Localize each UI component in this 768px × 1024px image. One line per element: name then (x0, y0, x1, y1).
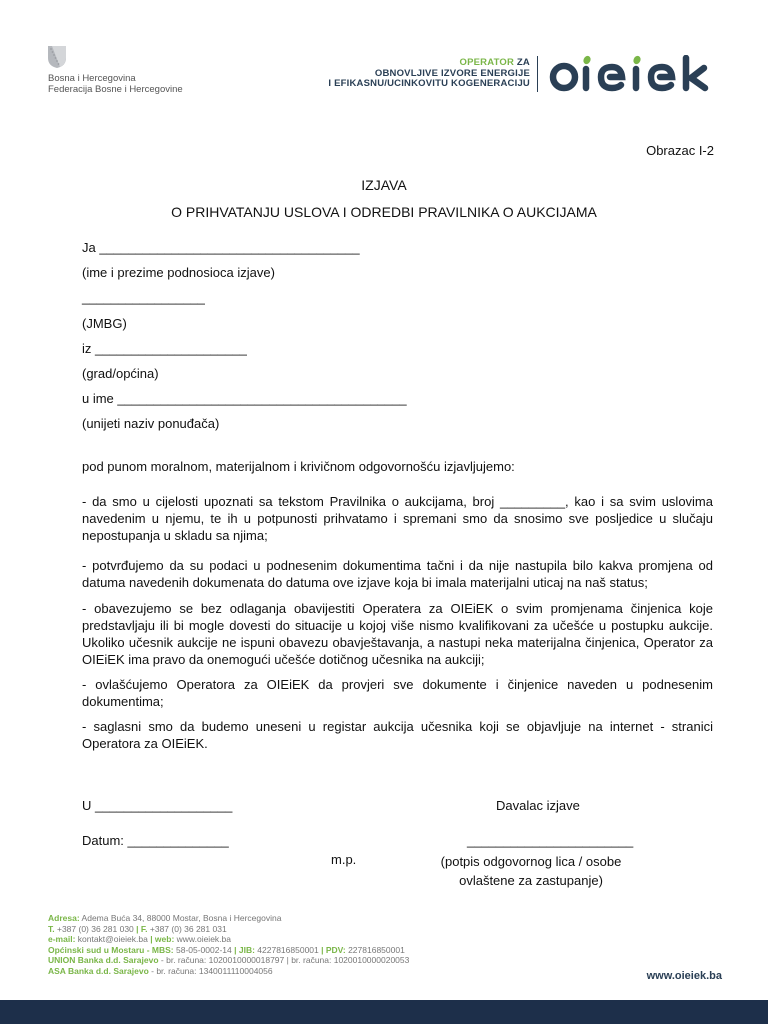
website-link[interactable]: www.oieiek.ba (646, 970, 722, 982)
stamp-label: m.p. (331, 852, 357, 867)
operator-word: OPERATOR (459, 57, 515, 68)
union-bank-accounts: - br. računa: 1020010000018797 | br. računa: 1020010000020053 (158, 955, 410, 966)
pdv-label: | PDV: (318, 944, 346, 955)
header-divider (537, 56, 538, 92)
asa-bank-label: ASA Banka d.d. Sarajevo (48, 965, 149, 976)
declaration-item-5: - saglasni smo da budemo uneseni u registar aukcija učesnika koji se objavljuje na internet - stranici Operatora za OIEiEK. (82, 719, 713, 751)
jmbg-hint: (JMBG) (82, 316, 127, 331)
asa-bank-account: - br. računa: 1340011110004056 (148, 965, 273, 976)
operator-line-3: I EFIKASNU/UCINKOVITU KOGENERACIJU (328, 78, 530, 89)
jib-label: | JIB: (231, 944, 255, 955)
operator-za: ZA (516, 57, 530, 68)
declaration-item-1: - da smo u cijelosti upoznati sa tekstom Pravilnika o aukcijama, broj _________, kao i sa svim uslovima navedenim u njemu, te ih u potpunosti prihvatamo i spremani smo da snosimo sve posljedice u slučaju nepostupanja u skladu sa njima; (82, 494, 713, 543)
city-hint: (grad/općina) (82, 366, 159, 381)
government-label (48, 73, 183, 95)
jmbg-field-line[interactable]: _________________ (82, 290, 205, 305)
phone-value: +387 (0) 36 281 030 (54, 923, 134, 934)
address-label: Adresa: (48, 913, 80, 923)
court-label: Općinski sud u Mostaru - MBS: (48, 944, 174, 955)
date-field-line[interactable]: Datum: ______________ (82, 833, 229, 848)
declaration-item-2: - potvrđujemo da su podaci u podnesenim dokumentima tačni i da nije nastupila bilo kakva promjena od datuma navedenih dokumenata do datuma ove izjave koja bi imala materijalni uticaj na naš status; (82, 558, 713, 590)
operator-line-2: OBNOVLJIVE IZVORE ENERGIJE (374, 67, 530, 79)
phone-label: T. (48, 923, 55, 934)
declaration-item-4: - ovlašćujemo Operatora za OIEiEK da provjeri sve dokumente i činjenice naveden u podnesenim dokumentima; (82, 677, 713, 709)
coat-of-arms-icon (46, 45, 68, 69)
fax-label: | F. (133, 923, 148, 934)
declaration-intro: pod punom moralnom, materijalnom i krivičnom odgovornošću izjavljujemo: (82, 459, 515, 474)
web-label: | web: (147, 934, 175, 945)
name-field-line[interactable]: Ja ____________________________________ (82, 240, 360, 255)
union-bank-label: UNION Banka d.d. Sarajevo (48, 955, 159, 966)
jib-value: 4227816850001 (254, 944, 319, 955)
form-label: Obrazac I-2 (646, 143, 714, 158)
signature-hint (421, 852, 641, 890)
email-label: e-mail: (48, 934, 76, 945)
signature-hint-1: (potpis odgovornog lica / osobe (440, 854, 622, 869)
oieiek-logo (547, 55, 723, 93)
email-link[interactable]: kontakt@oieiek.ba (75, 934, 148, 945)
pdv-value: 227816850001 (345, 944, 405, 955)
fax-value: +387 (0) 36 281 031 (147, 923, 227, 934)
court-value: 58-05-0002-14 (173, 944, 232, 955)
signature-line[interactable]: _______________________ (467, 833, 634, 848)
address-value: Adema Buća 34, 88000 Mostar, Bosna i Hercegovina (79, 913, 282, 923)
gov-line-1: Bosna i Hercegovina (48, 73, 136, 84)
operator-label (328, 58, 530, 90)
place-field-line[interactable]: U ___________________ (82, 798, 233, 813)
footer-contacts (48, 913, 409, 977)
document-title: IZJAVA (361, 177, 407, 193)
signature-hint-2: ovlaštene za zastupanje) (459, 873, 603, 888)
document-subtitle: O PRIHVATANJU USLOVA I ODREDBI PRAVILNIKA O AUKCIJAMA (171, 204, 597, 220)
gov-line-2: Federacija Bosne i Hercegovine (48, 84, 183, 95)
declaration-item-3: - obavezujemo se bez odlaganja obavijestiti Operatera za OIEiEK o svim promjenama činjenica koje predstavljaju ili bi mogle dovesti do situacije u kojoj više nismo kvalifikovani za učešće u postupku aukcije. Ukoliko učesnik aukcije ne ispuni obavezu obavještavanja, a nastupi neka materijalna činjenica, Operator za OIEiEK ima pravo da onemogući učešće dotičnog učesnika na aukciji; (82, 601, 713, 667)
footer-bar (0, 1000, 768, 1024)
declarant-label: Davalac izjave (496, 798, 580, 813)
city-field-line[interactable]: iz _____________________ (82, 341, 247, 356)
name-hint: (ime i prezime podnosioca izjave) (82, 265, 275, 280)
bidder-hint: (unijeti naziv ponuđača) (82, 416, 220, 431)
web-link[interactable]: www.oieiek.ba (174, 934, 231, 945)
bidder-field-line[interactable]: u ime ________________________________________ (82, 391, 407, 406)
